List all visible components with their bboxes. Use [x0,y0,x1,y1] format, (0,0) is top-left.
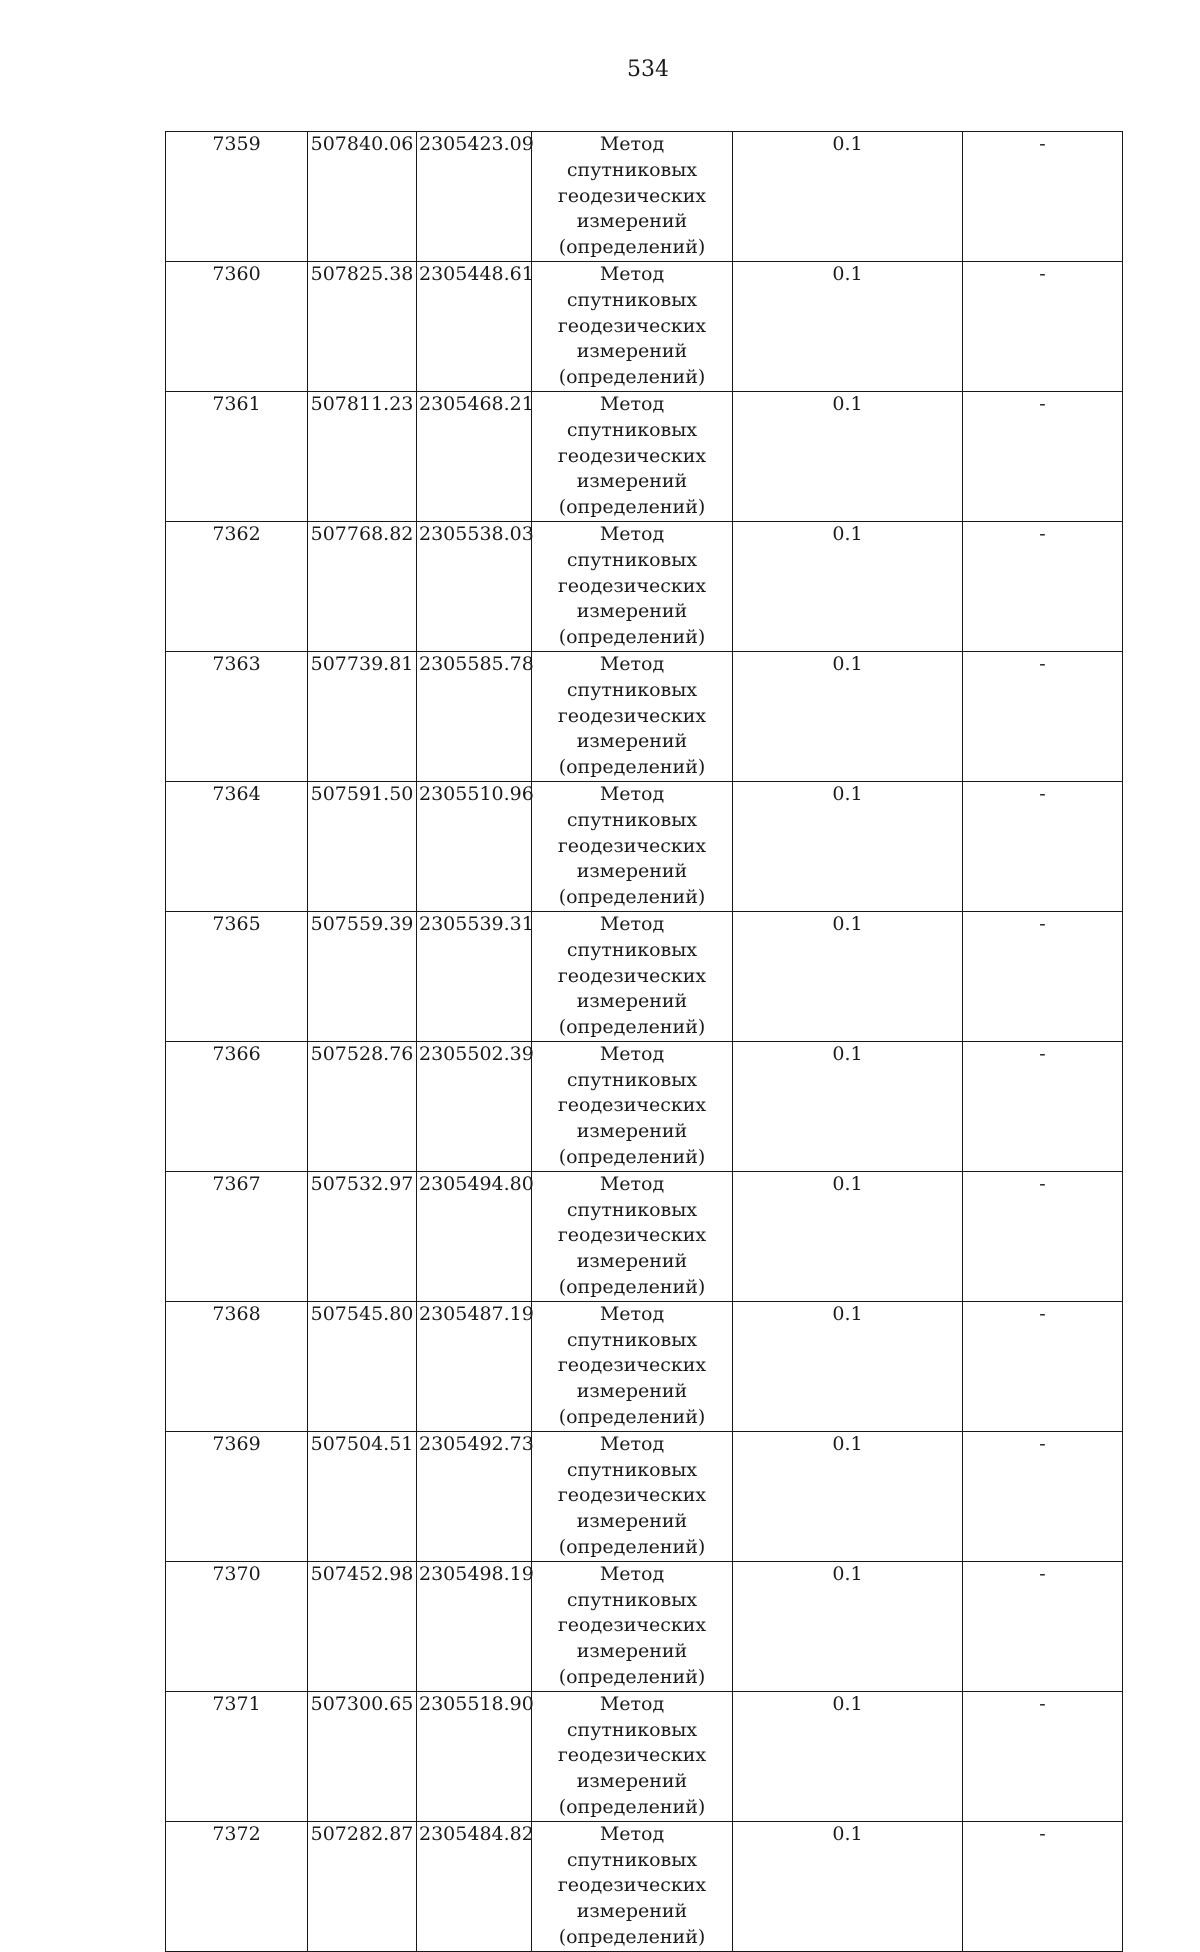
y-coordinate-cell: 2305448.61 [417,261,532,391]
y-coordinate-cell: 2305538.03 [417,521,532,651]
point-number-cell: 7370 [166,1561,308,1691]
point-number-cell: 7360 [166,261,308,391]
accuracy-cell: 0.1 [733,261,963,391]
y-coordinate-cell: 2305494.80 [417,1171,532,1301]
accuracy-cell: 0.1 [733,391,963,521]
method-cell: Метод спутниковых геодезических измерений (определений) [532,1821,733,1951]
x-coordinate-cell: 507811.23 [308,391,417,521]
point-number-cell: 7361 [166,391,308,521]
coordinates-table [165,131,1123,1952]
accuracy-cell: 0.1 [733,1691,963,1821]
note-cell: - [963,1821,1123,1951]
method-cell: Метод спутниковых геодезических измерений (определений) [532,132,733,262]
x-coordinate-cell: 507545.80 [308,1301,417,1431]
x-coordinate-cell: 507591.50 [308,781,417,911]
note-cell: - [963,1171,1123,1301]
table-row [166,1431,1123,1561]
note-cell: - [963,1041,1123,1171]
x-coordinate-cell: 507528.76 [308,1041,417,1171]
point-number-cell: 7371 [166,1691,308,1821]
note-cell: - [963,911,1123,1041]
point-number-cell: 7367 [166,1171,308,1301]
page-number: 534 [627,57,669,82]
method-cell: Метод спутниковых геодезических измерений (определений) [532,391,733,521]
accuracy-cell: 0.1 [733,1561,963,1691]
y-coordinate-cell: 2305468.21 [417,391,532,521]
method-cell: Метод спутниковых геодезических измерений (определений) [532,651,733,781]
y-coordinate-cell: 2305510.96 [417,781,532,911]
y-coordinate-cell: 2305498.19 [417,1561,532,1691]
accuracy-cell: 0.1 [733,1431,963,1561]
y-coordinate-cell: 2305484.82 [417,1821,532,1951]
x-coordinate-cell: 507739.81 [308,651,417,781]
table-row [166,781,1123,911]
method-cell: Метод спутниковых геодезических измерений (определений) [532,1691,733,1821]
x-coordinate-cell: 507825.38 [308,261,417,391]
table-row [166,1821,1123,1951]
y-coordinate-cell: 2305487.19 [417,1301,532,1431]
accuracy-cell: 0.1 [733,1171,963,1301]
method-cell: Метод спутниковых геодезических измерений (определений) [532,911,733,1041]
y-coordinate-cell: 2305539.31 [417,911,532,1041]
point-number-cell: 7359 [166,132,308,262]
table-row [166,261,1123,391]
method-cell: Метод спутниковых геодезических измерений (определений) [532,521,733,651]
x-coordinate-cell: 507282.87 [308,1821,417,1951]
table-row [166,1301,1123,1431]
x-coordinate-cell: 507300.65 [308,1691,417,1821]
accuracy-cell: 0.1 [733,781,963,911]
table-row [166,911,1123,1041]
point-number-cell: 7369 [166,1431,308,1561]
accuracy-cell: 0.1 [733,1301,963,1431]
x-coordinate-cell: 507840.06 [308,132,417,262]
y-coordinate-cell: 2305518.90 [417,1691,532,1821]
table-row [166,391,1123,521]
method-cell: Метод спутниковых геодезических измерений (определений) [532,1431,733,1561]
note-cell: - [963,1301,1123,1431]
x-coordinate-cell: 507532.97 [308,1171,417,1301]
method-cell: Метод спутниковых геодезических измерений (определений) [532,1301,733,1431]
y-coordinate-cell: 2305492.73 [417,1431,532,1561]
point-number-cell: 7366 [166,1041,308,1171]
table-row [166,1171,1123,1301]
accuracy-cell: 0.1 [733,132,963,262]
note-cell: - [963,651,1123,781]
note-cell: - [963,391,1123,521]
method-cell: Метод спутниковых геодезических измерений (определений) [532,261,733,391]
table-row [166,1041,1123,1171]
method-cell: Метод спутниковых геодезических измерений (определений) [532,1561,733,1691]
point-number-cell: 7368 [166,1301,308,1431]
note-cell: - [963,521,1123,651]
note-cell: - [963,1691,1123,1821]
point-number-cell: 7364 [166,781,308,911]
coordinates-table-body [166,132,1123,1952]
note-cell: - [963,1561,1123,1691]
x-coordinate-cell: 507768.82 [308,521,417,651]
table-row [166,521,1123,651]
accuracy-cell: 0.1 [733,651,963,781]
accuracy-cell: 0.1 [733,1041,963,1171]
accuracy-cell: 0.1 [733,911,963,1041]
x-coordinate-cell: 507504.51 [308,1431,417,1561]
table-row [166,1691,1123,1821]
method-cell: Метод спутниковых геодезических измерений (определений) [532,1041,733,1171]
table-row [166,132,1123,262]
y-coordinate-cell: 2305423.09 [417,132,532,262]
note-cell: - [963,1431,1123,1561]
table-row [166,1561,1123,1691]
y-coordinate-cell: 2305502.39 [417,1041,532,1171]
point-number-cell: 7372 [166,1821,308,1951]
accuracy-cell: 0.1 [733,1821,963,1951]
point-number-cell: 7365 [166,911,308,1041]
accuracy-cell: 0.1 [733,521,963,651]
method-cell: Метод спутниковых геодезических измерений (определений) [532,781,733,911]
note-cell: - [963,132,1123,262]
method-cell: Метод спутниковых геодезических измерений (определений) [532,1171,733,1301]
point-number-cell: 7362 [166,521,308,651]
x-coordinate-cell: 507559.39 [308,911,417,1041]
y-coordinate-cell: 2305585.78 [417,651,532,781]
table-row [166,651,1123,781]
point-number-cell: 7363 [166,651,308,781]
note-cell: - [963,261,1123,391]
x-coordinate-cell: 507452.98 [308,1561,417,1691]
note-cell: - [963,781,1123,911]
